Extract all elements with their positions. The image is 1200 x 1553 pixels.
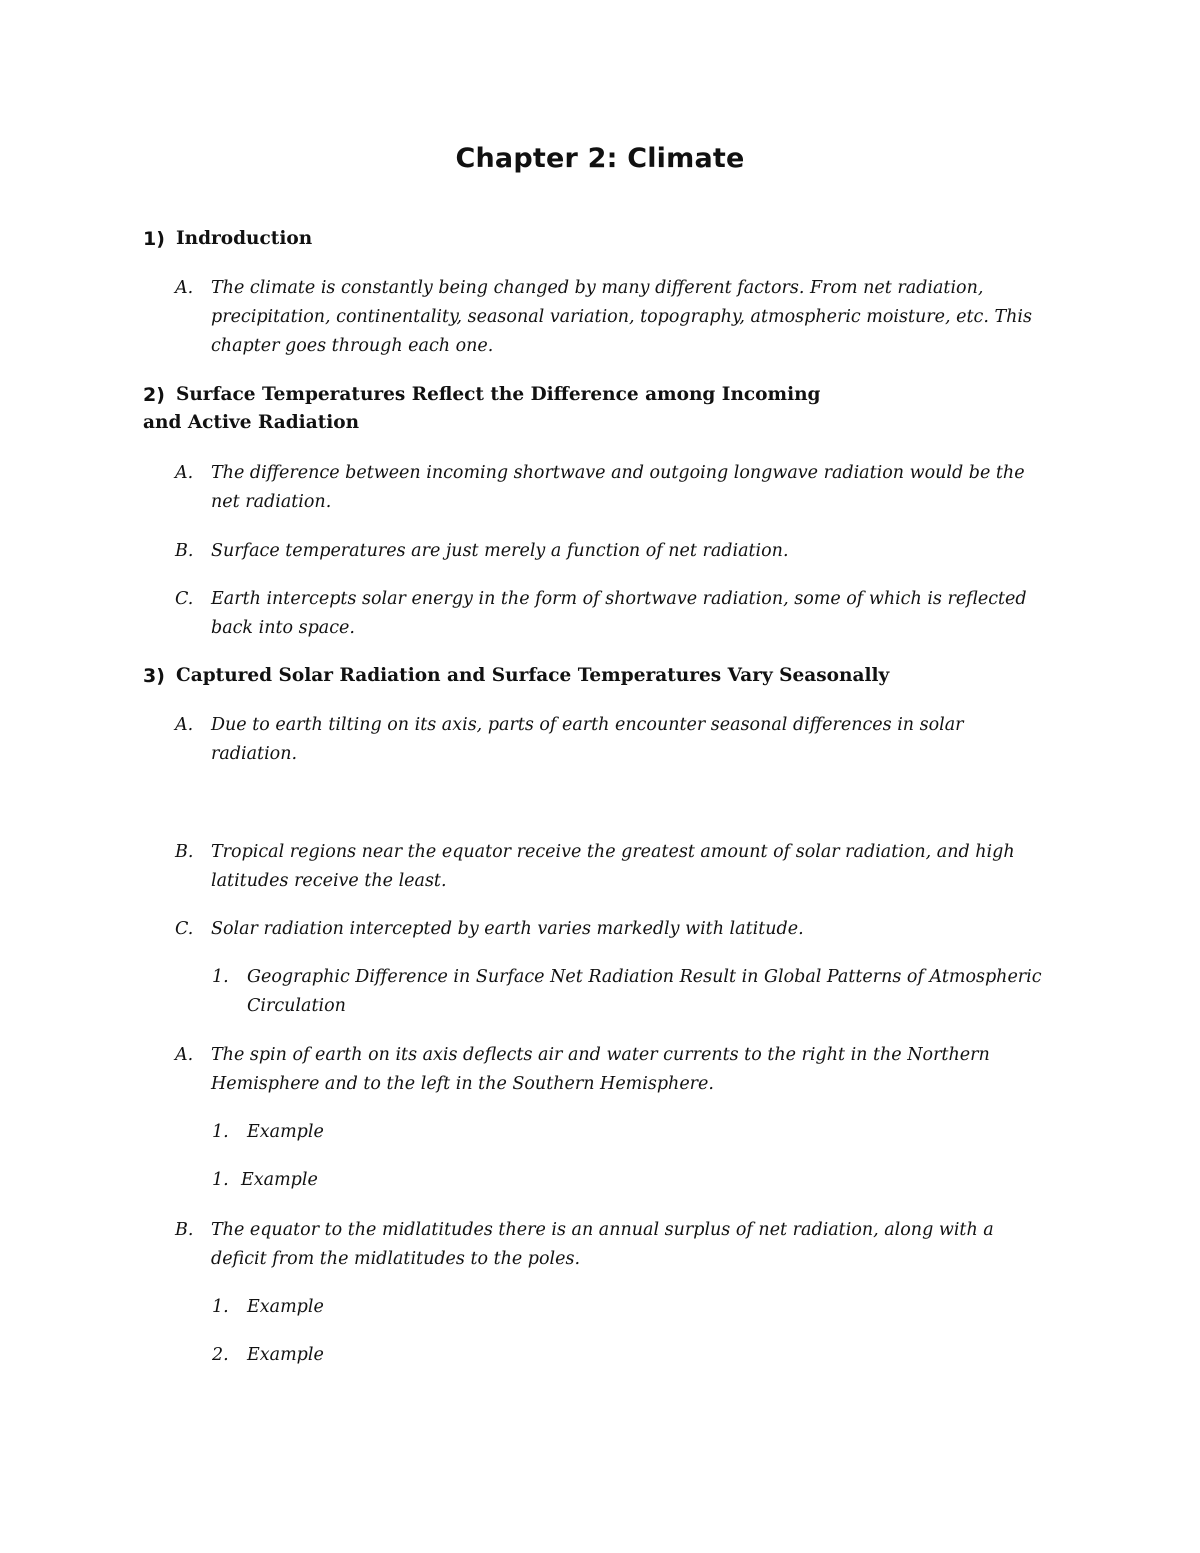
s3-sub-1-line1: Geographic Difference in Surface Net Radiation Result in Global Patterns of Atmospheric [247,967,1042,987]
s3-example-2-marker: 1. [212,1170,229,1190]
s3-item-a2-line1: The spin of earth on its axis deflects air and water currents to the right in the Northern [211,1045,990,1065]
section-2-heading-line2: and Active Radiation [143,412,360,433]
s3-sub-1-line2: Circulation [247,996,346,1016]
s2-item-a-marker: A. [175,463,194,483]
s3-item-a-line1: Due to earth tilting on its axis, parts of earth encounter seasonal differences in solar [211,715,964,735]
s2-item-b-line1: Surface temperatures are just merely a function of net radiation. [211,541,789,561]
s2-item-b-marker: B. [175,541,194,561]
s3-example-1: Example [247,1122,324,1142]
section-2-number: 2) [143,384,165,406]
s3-example-3: Example [247,1297,324,1317]
s3-example-4: Example [247,1345,324,1365]
s3-item-a2-marker: A. [175,1045,194,1065]
section-2-heading-line1: Surface Temperatures Reflect the Difference among Incoming [176,384,821,405]
s2-item-c-marker: C. [175,589,194,609]
s3-example-3-marker: 1. [212,1297,229,1317]
section-3-heading: Captured Solar Radiation and Surface Temperatures Vary Seasonally [176,665,890,686]
section-3-number: 3) [143,665,165,687]
s3-item-c-marker: C. [175,919,194,939]
page-title: Chapter 2: Climate [455,143,745,174]
section-1-number: 1) [143,228,165,250]
s1-item-a-line2: precipitation, continentality, seasonal variation, topography, atmospheric moisture, etc. This [211,307,1032,327]
section-1-heading: Indroduction [176,228,313,249]
s3-example-2: Example [241,1170,318,1190]
s3-item-b-line2: latitudes receive the least. [211,871,447,891]
s3-item-b2-line1: The equator to the midlatitudes there is an annual surplus of net radiation, along with a [211,1220,994,1240]
s2-item-c-line2: back into space. [211,618,355,638]
s1-item-a-marker: A. [175,278,194,298]
s3-item-b2-marker: B. [175,1220,194,1240]
s2-item-a-line2: net radiation. [211,492,332,512]
s3-sub-1-marker: 1. [212,967,229,987]
s3-item-c-line1: Solar radiation intercepted by earth varies markedly with latitude. [211,919,804,939]
s3-item-a-marker: A. [175,715,194,735]
s3-example-1-marker: 1. [212,1122,229,1142]
s3-item-b-marker: B. [175,842,194,862]
s3-item-b2-line2: deficit from the midlatitudes to the poles. [211,1249,581,1269]
s3-example-4-marker: 2. [212,1345,229,1365]
s3-item-a-line2: radiation. [211,744,298,764]
s1-item-a-line1: The climate is constantly being changed by many different factors. From net radiation, [211,278,984,298]
s1-item-a-line3: chapter goes through each one. [211,336,494,356]
s2-item-c-line1: Earth intercepts solar energy in the form of shortwave radiation, some of which is reflected [211,589,1027,609]
s2-item-a-line1: The difference between incoming shortwave and outgoing longwave radiation would be the [211,463,1025,483]
s3-item-a2-line2: Hemisphere and to the left in the Southern Hemisphere. [211,1074,714,1094]
s3-item-b-line1: Tropical regions near the equator receive the greatest amount of solar radiation, and high [211,842,1015,862]
